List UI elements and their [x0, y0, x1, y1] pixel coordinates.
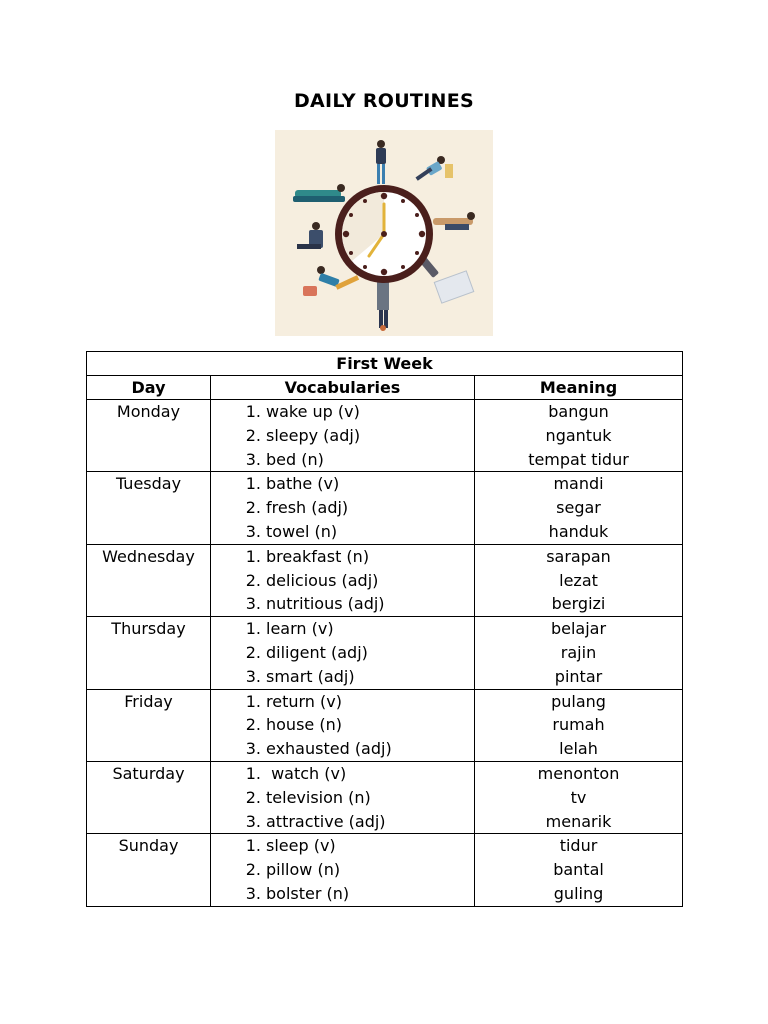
- item-number: 3.: [245, 739, 261, 759]
- meaning-item: guling: [553, 883, 604, 903]
- item-number: 2.: [245, 570, 261, 590]
- vocabulary-item: [211, 834, 474, 858]
- item-number: 2.: [245, 787, 261, 807]
- vocabulary-cell: [211, 544, 475, 616]
- vocabulary-word: exhausted (adj): [266, 739, 392, 759]
- meaning-cell: [475, 617, 683, 689]
- meaning-item: bantal: [553, 860, 604, 880]
- meaning-item: mandi: [553, 474, 604, 494]
- table-row: [87, 761, 683, 833]
- vocabulary-word: delicious (adj): [266, 570, 379, 590]
- item-number: 3.: [245, 666, 261, 686]
- item-number: 1.: [245, 836, 261, 856]
- item-number: 3.: [245, 883, 261, 903]
- vocabulary-cell: [211, 761, 475, 833]
- item-number: 1.: [245, 402, 261, 421]
- clock: [335, 185, 433, 283]
- vocabulary-table: [86, 351, 683, 907]
- item-number: 1.: [245, 691, 261, 711]
- vocabulary-item: [211, 858, 474, 882]
- item-number: 2.: [245, 642, 261, 662]
- table-row: [87, 834, 683, 906]
- page-title: DAILY ROUTINES: [293, 90, 475, 112]
- vocabulary-item: [211, 690, 474, 714]
- day-cell: Friday: [87, 689, 211, 761]
- item-number: 3.: [245, 594, 261, 614]
- vocabulary-cell: [211, 689, 475, 761]
- meaning-cell: [475, 400, 683, 472]
- vocabulary-item: [211, 592, 474, 616]
- meaning-item: menarik: [545, 811, 612, 831]
- vocabulary-item: [211, 472, 474, 496]
- vocabulary-cell: [211, 400, 475, 472]
- vocabulary-word: bed (n): [266, 449, 324, 469]
- vocabulary-word: learn (v): [266, 619, 334, 639]
- meaning-item: belajar: [550, 619, 607, 639]
- vocabulary-item: [211, 713, 474, 737]
- vocabulary-word: sleepy (adj): [266, 425, 361, 445]
- header-meaning: Meaning: [475, 376, 683, 400]
- item-number: 1.: [245, 546, 261, 566]
- meaning-item: lelah: [559, 739, 598, 759]
- daily-routine-illustration: [275, 130, 493, 336]
- meaning-item: tidur: [559, 836, 598, 856]
- vocabulary-item: [211, 400, 474, 424]
- item-number: 2.: [245, 860, 261, 880]
- item-number: 1.: [245, 619, 261, 639]
- table-row: [87, 689, 683, 761]
- item-number: 3.: [245, 811, 261, 831]
- vocabulary-word: fresh (adj): [266, 498, 349, 518]
- meaning-item: rajin: [560, 642, 597, 662]
- meaning-cell: [475, 472, 683, 544]
- meaning-item: ngantuk: [545, 425, 612, 445]
- day-cell: Thursday: [87, 617, 211, 689]
- header-vocabularies: Vocabularies: [211, 376, 475, 400]
- meaning-item: bangun: [548, 402, 609, 421]
- item-number: 3.: [245, 449, 261, 469]
- item-number: 2.: [245, 715, 261, 735]
- meaning-cell: [475, 834, 683, 906]
- week-row: [87, 352, 683, 376]
- day-cell: Wednesday: [87, 544, 211, 616]
- meaning-item: segar: [556, 498, 601, 518]
- table-row: [87, 472, 683, 544]
- vocabulary-word: towel (n): [266, 521, 338, 541]
- vocabulary-item: [211, 641, 474, 665]
- vocabulary-item: [211, 786, 474, 810]
- vocabulary-cell: [211, 472, 475, 544]
- vocabulary-item: [211, 665, 474, 689]
- vocabulary-word: bathe (v): [266, 474, 340, 494]
- vocabulary-item: [211, 545, 474, 569]
- item-number: 2.: [245, 498, 261, 518]
- meaning-item: rumah: [552, 715, 605, 735]
- vocabulary-word: watch (v): [266, 763, 347, 783]
- meaning-item: pulang: [551, 691, 606, 711]
- item-number: 3.: [245, 521, 261, 541]
- meaning-item: lezat: [559, 570, 598, 590]
- item-number: 1.: [245, 763, 261, 783]
- meaning-item: tv: [570, 787, 587, 807]
- day-cell: Monday: [87, 400, 211, 472]
- header-row: [87, 376, 683, 400]
- vocabulary-item: [211, 569, 474, 593]
- vocabulary-item: [211, 762, 474, 786]
- vocabulary-cell: [211, 617, 475, 689]
- vocabulary-word: sleep (v): [266, 836, 336, 856]
- meaning-item: handuk: [548, 521, 609, 541]
- vocabulary-item: [211, 424, 474, 448]
- vocabulary-word: wake up (v): [266, 402, 360, 421]
- vocabulary-word: breakfast (n): [266, 546, 370, 566]
- meaning-cell: [475, 761, 683, 833]
- meaning-item: pintar: [554, 666, 603, 686]
- vocabulary-item: [211, 617, 474, 641]
- meaning-item: sarapan: [546, 546, 611, 566]
- meaning-item: menonton: [537, 763, 620, 783]
- week-title: First Week: [87, 352, 683, 376]
- table-row: [87, 400, 683, 472]
- item-number: 1.: [245, 474, 261, 494]
- day-cell: Sunday: [87, 834, 211, 906]
- meaning-cell: [475, 689, 683, 761]
- vocabulary-item: [211, 496, 474, 520]
- vocabulary-item: [211, 737, 474, 761]
- vocabulary-item: [211, 882, 474, 906]
- vocabulary-word: smart (adj): [266, 666, 355, 686]
- vocabulary-item: [211, 520, 474, 544]
- day-cell: Tuesday: [87, 472, 211, 544]
- table-row: [87, 617, 683, 689]
- vocabulary-word: return (v): [266, 691, 342, 711]
- vocabulary-word: television (n): [266, 787, 371, 807]
- header-day: Day: [87, 376, 211, 400]
- table-row: [87, 544, 683, 616]
- vocabulary-word: nutritious (adj): [266, 594, 385, 614]
- vocabulary-word: bolster (n): [266, 883, 350, 903]
- vocabulary-word: attractive (adj): [266, 811, 386, 831]
- meaning-cell: [475, 544, 683, 616]
- vocabulary-word: house (n): [266, 715, 342, 735]
- meaning-item: tempat tidur: [528, 449, 629, 469]
- vocabulary-item: [211, 810, 474, 834]
- vocabulary-item: [211, 448, 474, 472]
- day-cell: Saturday: [87, 761, 211, 833]
- vocabulary-word: pillow (n): [266, 860, 341, 880]
- clock-with-people-icon: [275, 130, 493, 336]
- vocabulary-cell: [211, 834, 475, 906]
- table-body: [87, 400, 683, 907]
- item-number: 2.: [245, 425, 261, 445]
- meaning-item: bergizi: [551, 594, 606, 614]
- vocabulary-word: diligent (adj): [266, 642, 368, 662]
